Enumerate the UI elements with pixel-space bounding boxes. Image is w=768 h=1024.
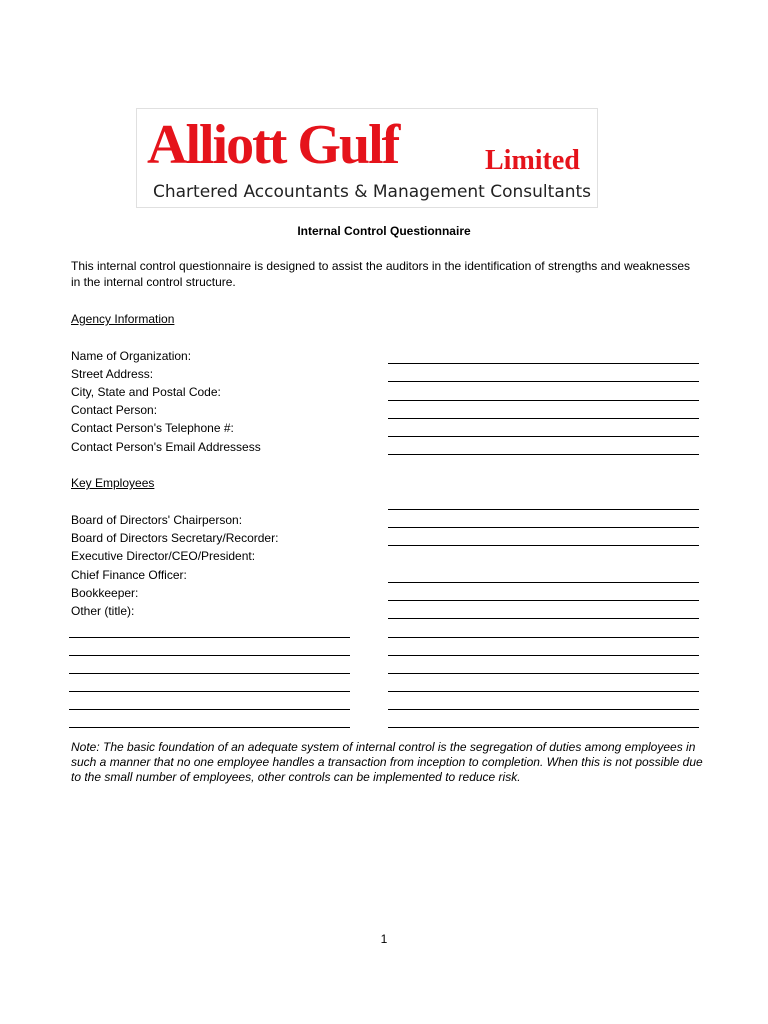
other-name-field[interactable]: [388, 637, 699, 638]
logo-name: Alliott Gulf: [147, 114, 399, 176]
contact-email-field[interactable]: [388, 454, 699, 455]
field-label-city-state-postal: City, State and Postal Code:: [71, 385, 221, 399]
agency-information-heading: Agency Information: [71, 312, 175, 326]
board-secretary-field[interactable]: [388, 527, 699, 528]
note-paragraph: Note: The basic foundation of an adequate system of internal control is the segregation of duties among employees in such a manner that no one employee handles a transaction from inception to completion. When this is not possible due to the small number of employees, other controls can be implemented to reduce risk.: [71, 740, 703, 784]
other-title-field[interactable]: [69, 637, 350, 638]
field-label-chief-finance-officer: Chief Finance Officer:: [71, 568, 187, 582]
field-label-street-address: Street Address:: [71, 367, 154, 381]
board-chairperson-field[interactable]: [388, 509, 699, 510]
city-state-postal-field[interactable]: [388, 400, 699, 401]
key-employees-heading: Key Employees: [71, 476, 155, 490]
other-name-field[interactable]: [388, 691, 699, 692]
other-name-field[interactable]: [388, 709, 699, 710]
field-label-board-chairperson: Board of Directors' Chairperson:: [71, 513, 243, 527]
contact-person-field[interactable]: [388, 418, 699, 419]
executive-director-field[interactable]: [388, 545, 699, 546]
document-title: Internal Control Questionnaire: [297, 224, 471, 238]
logo-tagline: Chartered Accountants & Management Consultants: [153, 182, 592, 202]
other-name-field[interactable]: [388, 673, 699, 674]
field-label-contact-email: Contact Person's Email Addressess: [71, 440, 261, 454]
field-label-organization-name: Name of Organization:: [71, 349, 192, 363]
organization-name-field[interactable]: [388, 363, 699, 364]
other-title-name-field[interactable]: [388, 618, 699, 619]
other-title-field[interactable]: [69, 727, 350, 728]
logo-suffix: Limited: [485, 145, 580, 176]
field-label-executive-director: Executive Director/CEO/President:: [71, 549, 256, 563]
field-label-board-secretary: Board of Directors Secretary/Recorder:: [71, 531, 279, 545]
other-title-field[interactable]: [69, 655, 350, 656]
other-name-field[interactable]: [388, 655, 699, 656]
page-number: 1: [380, 932, 388, 946]
street-address-field[interactable]: [388, 381, 699, 382]
field-label-contact-person: Contact Person:: [71, 403, 158, 417]
chief-finance-officer-field[interactable]: [388, 582, 699, 583]
other-title-field[interactable]: [69, 691, 350, 692]
intro-paragraph: This internal control questionnaire is designed to assist the auditors in the identification of strengths and weaknesses in the internal control structure.: [71, 259, 691, 289]
other-title-field[interactable]: [69, 673, 350, 674]
company-logo: [136, 108, 598, 208]
other-title-field[interactable]: [69, 709, 350, 710]
bookkeeper-field[interactable]: [388, 600, 699, 601]
field-label-contact-telephone: Contact Person's Telephone #:: [71, 421, 234, 435]
field-label-other-title: Other (title):: [71, 604, 135, 618]
contact-telephone-field[interactable]: [388, 436, 699, 437]
field-label-bookkeeper: Bookkeeper:: [71, 586, 139, 600]
other-name-field[interactable]: [388, 727, 699, 728]
